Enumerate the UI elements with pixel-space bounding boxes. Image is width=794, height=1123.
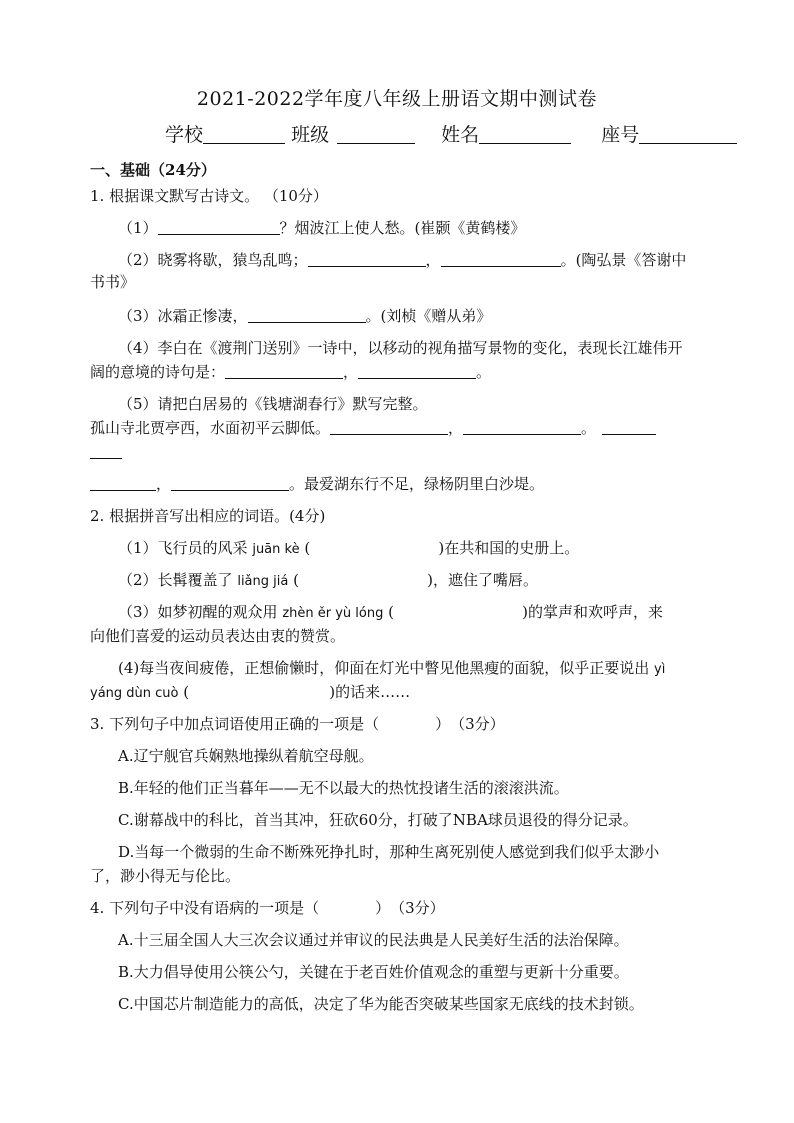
class-blank[interactable]	[337, 125, 415, 144]
answer-paren[interactable]: (	[304, 539, 311, 557]
q4-option-c: C.中国芯片制造能力的高低，决定了华为能否突破某些国家无底线的技术封锁。	[118, 995, 644, 1013]
q3-option-d-line1: D.当每一个微弱的生命不断殊死挣扎时，那种生离死别使人感觉到我们似乎太渺小	[118, 843, 660, 861]
punct: ，	[343, 363, 359, 381]
answer-blank[interactable]	[248, 308, 366, 323]
answer-paren[interactable]: (	[183, 683, 190, 701]
answer-blank[interactable]	[308, 252, 426, 267]
q1-item4-text: 阔的意境的诗句是：	[90, 363, 226, 381]
q1-item3	[118, 306, 491, 326]
q2-item3-line1: （3）如梦初醒的观众用 zhèn ěr yù lóng ( )的掌声和欢呼声，来	[118, 603, 664, 621]
answer-blank[interactable]	[441, 252, 561, 267]
q2-item4-line1	[118, 658, 665, 680]
q1-item5-end: 。最爱湖东行不足，绿杨阴里白沙堤。	[289, 475, 545, 493]
punct: ，	[425, 251, 441, 269]
q1-item5-line4	[90, 474, 544, 494]
q1-item2-num: （2）晓雾将歇，猿鸟乱鸣；	[118, 251, 308, 269]
q2-item3-line2: 向他们喜爱的运动员表达由衷的赞赏。	[90, 627, 346, 645]
pinyin: juān kè	[252, 542, 300, 557]
q2-stem: 2. 根据拼音写出相应的词语。(4分)	[90, 507, 326, 525]
q2-item1-text: （1）飞行员的风采	[118, 539, 248, 557]
seat-label: 座号	[601, 124, 640, 146]
class-label: 班级	[291, 124, 330, 146]
name-blank[interactable]	[479, 125, 571, 144]
q2-item3-end: 的掌声和欢呼声，来	[528, 603, 664, 621]
punct: ，	[448, 419, 464, 437]
q2-item4-end: 的话来……	[335, 683, 411, 701]
q1-stem: 1. 根据课文默写古诗文。 （10分）	[90, 187, 328, 205]
name-label: 姓名	[441, 124, 480, 146]
pinyin: zhèn ěr yù lóng	[282, 606, 384, 621]
answer-blank[interactable]	[330, 420, 448, 435]
school-blank[interactable]	[203, 125, 285, 144]
answer-blank[interactable]	[225, 364, 343, 379]
q1-item4-line2	[90, 362, 491, 382]
q2-item3-text: （3）如梦初醒的观众用	[118, 603, 278, 621]
q4-option-a: A.十三届全国人大三次会议通过并审议的民法典是人民美好生活的法治保障。	[118, 931, 629, 949]
page-title: 2021-2022学年度八年级上册语文期中测试卷	[196, 88, 598, 110]
answer-blank[interactable]	[90, 444, 122, 459]
q2-item4-text: (4)每当夜间疲倦，正想偷懒时，仰面在灯光中瞥见他黑瘦的面貌，似乎正要说出	[118, 659, 650, 677]
q4-score: ） （3分）	[375, 899, 445, 917]
q4-option-b: B.大力倡导使用公筷公勺，关键在于老百姓价值观念的重塑与更新十分重要。	[118, 963, 629, 981]
answer-blank[interactable]	[358, 364, 476, 379]
q4-stem	[90, 898, 445, 918]
q1-item5-line3	[90, 442, 122, 462]
answer-blank[interactable]	[602, 420, 656, 435]
q1-item3-source: 。(刘桢《赠从弟》	[365, 307, 492, 325]
q2-item4-line2: yáng dùn cuò ( )的话来……	[90, 683, 411, 701]
q1-item1-text: ？烟波江上使人愁。(崔颢《黄鹤楼》	[279, 219, 526, 237]
answer-blank[interactable]	[463, 420, 581, 435]
q1-item5-line1: （5）请把白居易的《钱塘湖春行》默写完整。	[118, 395, 428, 413]
answer-blank[interactable]	[158, 220, 280, 235]
q1-item3-num: （3）冰霜正惨凄，	[118, 307, 248, 325]
punct: ，	[156, 475, 172, 493]
q3-option-a: A.辽宁舰官兵娴熟地操纵着航空母舰。	[118, 747, 374, 765]
q3-stem	[90, 714, 505, 734]
punct: 。	[476, 363, 492, 381]
q1-item2	[118, 250, 686, 270]
q1-item2-cont: 书书》	[90, 273, 136, 291]
section-heading: 一、基础（24分）	[90, 161, 216, 179]
seat-blank[interactable]	[639, 125, 737, 144]
q3-score: ） （3分）	[435, 715, 505, 733]
q1-item1-num: （1）	[118, 219, 158, 237]
answer-blank[interactable]	[90, 476, 156, 491]
q2-item2-text: （2）长髯覆盖了	[118, 571, 233, 589]
student-info-row	[165, 120, 737, 147]
answer-blank[interactable]	[171, 476, 289, 491]
q1-item2-source: 。(陶弘景《答谢中	[560, 251, 687, 269]
q2-item1-end: 在共和国的史册上。	[444, 539, 580, 557]
q3-stem-text: 3. 下列句子中加点词语使用正确的一项是（	[90, 715, 380, 733]
pinyin: yì	[654, 662, 666, 677]
q1-item5-text: 孤山寺北贾亭西，水面初平云脚低。	[90, 419, 331, 437]
pinyin: yáng dùn cuò	[90, 686, 179, 701]
q3-option-b: B.年轻的他们正当暮年——无不以最大的热忱投诸生活的滚滚洪流。	[118, 779, 569, 797]
punct: 。	[581, 419, 597, 437]
q2-item1: （1）飞行员的风采 juān kè ( )在共和国的史册上。	[118, 539, 580, 557]
pinyin: liǎng jiá	[237, 574, 289, 589]
q1-item1	[118, 218, 525, 238]
q1-item5-line2	[90, 418, 656, 438]
q1-item4-line1: （4）李白在《渡荆门送别》一诗中，以移动的视角描写景物的变化，表现长江雄伟开	[118, 339, 683, 357]
q2-item2-end: ，遮住了嘴唇。	[432, 571, 538, 589]
q3-option-c: C.谢幕战中的科比，首当其冲，狂砍60分，打破了NBA球员退役的得分记录。	[118, 811, 638, 829]
q2-item2: （2）长髯覆盖了 liǎng jiá ( )，遮住了嘴唇。	[118, 571, 538, 589]
school-label: 学校	[165, 124, 204, 146]
answer-paren[interactable]: (	[293, 571, 299, 589]
q3-option-d-line2: 了，渺小得无与伦比。	[90, 867, 241, 885]
q4-stem-text: 4. 下列句子中没有语病的一项是（	[90, 899, 320, 917]
answer-paren[interactable]: (	[388, 603, 394, 621]
